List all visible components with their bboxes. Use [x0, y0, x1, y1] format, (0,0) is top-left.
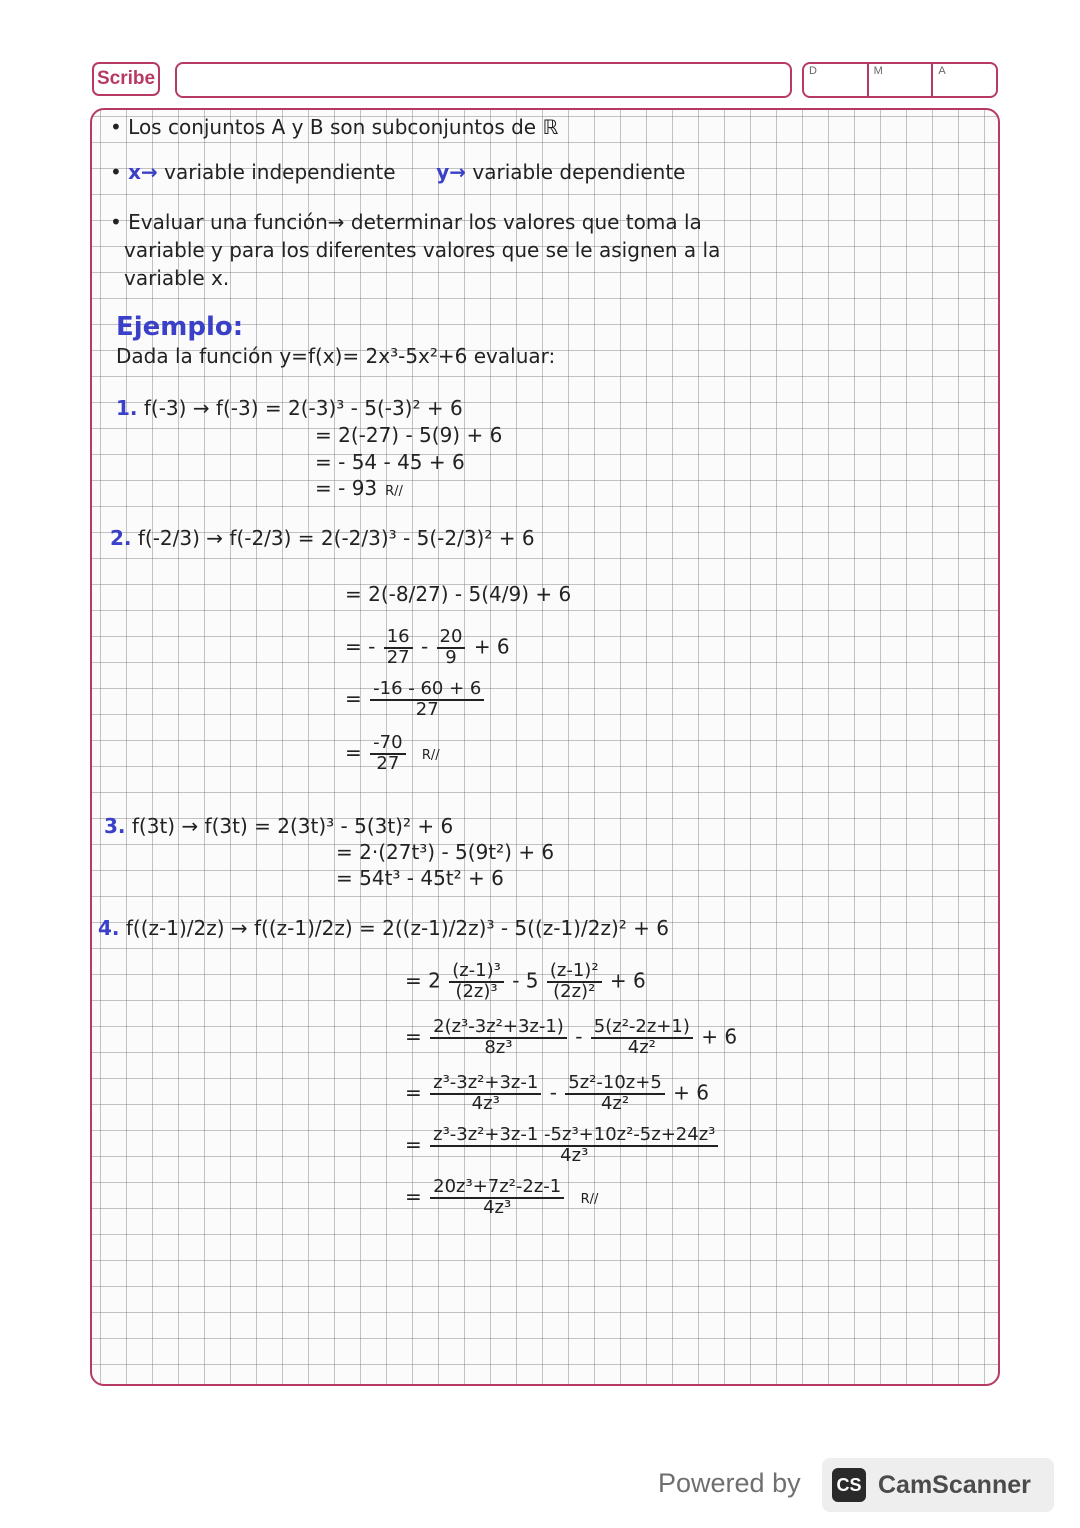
exercise-4-number: 4. [98, 916, 120, 940]
x-definition: variable independiente [157, 160, 396, 184]
exercise-4-line6: = $\frac{\text{20z³+7z²-2z-1}}{\text{4z³}}$ R// [405, 1176, 599, 1218]
camscanner-name: CamScanner [878, 1470, 1031, 1499]
date-day: D [809, 65, 817, 77]
scribe-logo: Scribe [92, 62, 160, 96]
exercise-1-line4 [315, 476, 403, 500]
exercise-2-line1 [110, 526, 535, 550]
exercise-3-expr: f(3t) → f(3t) = 2(3t)³ - 5(3t)² + 6 [131, 814, 454, 838]
exercise-4-line1 [98, 916, 669, 940]
answer-mark: R// [580, 1192, 599, 1208]
date-year: A [931, 64, 996, 96]
camscanner-badge [822, 1458, 1054, 1512]
exercise-1-line2: = 2(-27) - 5(9) + 6 [315, 423, 503, 447]
exercise-4-line3: = $\frac{\text{2(z³-3z²+3z-1)}}{\text{8z³}}$ - $\frac{\text{5(z²-2z+1)}}{\text{4z²}}$ + 6 [405, 1016, 738, 1058]
exercise-3-line1 [104, 814, 453, 838]
fraction: $\frac{\text{z³-3z²+3z-1}}{\text{4z³}}$ [430, 1074, 541, 1114]
exercise-4-line5: = $\frac{\text{z³-3z²+3z-1 -5z³+10z²-5z+24z³}}{\text{4z³}}$ [405, 1126, 720, 1166]
fraction: $\frac{\text{20z³+7z²-2z-1}}{\text{4z³}}$ [430, 1178, 564, 1218]
exercise-3-line3: = 54t³ - 45t² + 6 [336, 866, 504, 890]
note-bullet-subsets: • Los conjuntos A y B son subconjuntos de ℝ [110, 115, 559, 139]
fraction: $\frac{\text{(z-1)²}}{\text{(2z)²}}$ [547, 962, 602, 1002]
example-intro: Dada la función y=f(x)= 2x³-5x²+6 evaluar: [116, 344, 556, 368]
fraction: $\frac{\text{z³-3z²+3z-1 -5z³+10z²-5z+24z³}}{\text{4z³}}$ [430, 1126, 718, 1166]
exercise-2-line2: = 2(-8/27) - 5(4/9) + 6 [345, 582, 572, 606]
note-evaluate-line1: • Evaluar una función→ determinar los valores que toma la [110, 210, 702, 234]
exercise-2-line4: = $\frac{-16 - 60 + 6}{27}$ [345, 680, 486, 720]
fraction: $\frac{\text{5z²-10z+5}}{\text{4z²}}$ [565, 1074, 665, 1114]
example-heading: Ejemplo: [116, 312, 244, 342]
y-definition: variable dependiente [466, 160, 686, 184]
exercise-3-number: 3. [104, 814, 126, 838]
exercise-1-number: 1. [116, 396, 138, 420]
answer-mark: R// [385, 484, 403, 499]
note-evaluate-line3: variable x. [124, 266, 230, 290]
answer-mark: R// [421, 748, 440, 764]
x-label: x→ [128, 160, 158, 184]
camscanner-logo-icon: CS [832, 1468, 866, 1502]
date-month: M [867, 64, 932, 96]
powered-by-text: Powered by [658, 1468, 801, 1498]
fraction: $\frac{-16 - 60 + 6}{27}$ [370, 680, 484, 720]
fraction: $\frac{\text{5(z²-2z+1)}}{\text{4z²}}$ [591, 1018, 693, 1058]
exercise-4-line4: = $\frac{\text{z³-3z²+3z-1}}{\text{4z³}}$ - $\frac{\text{5z²-10z+5}}{\text{4z²}}$ + 6 [405, 1072, 709, 1114]
exercise-1-line3: = - 54 - 45 + 6 [315, 450, 465, 474]
exercise-2-line3: = - $\frac{16}{27}$ - $\frac{20}{9}$ + 6 [345, 626, 510, 668]
exercise-1-expr: f(-3) → f(-3) = 2(-3)³ - 5(-3)² + 6 [143, 396, 463, 420]
fraction: $\frac{16}{27}$ [384, 628, 413, 668]
exercise-2-number: 2. [110, 526, 132, 550]
exercise-1-line1 [116, 396, 463, 420]
exercise-4-expr: f((z-1)/2z) → f((z-1)/2z) = 2((z-1)/2z)³ - 5((z-1)/2z)² + 6 [125, 916, 669, 940]
y-label: y→ [436, 160, 467, 184]
exercise-2-line5: = $\frac{-70}{27}$ R// [345, 732, 440, 774]
note-evaluate-line2: variable y para los diferentes valores que se le asignen a la [124, 238, 721, 262]
exercise-2-expr: f(-2/3) → f(-2/3) = 2(-2/3)³ - 5(-2/3)² + 6 [137, 526, 535, 550]
fraction: $\frac{\text{2(z³-3z²+3z-1)}}{\text{8z³}}$ [430, 1018, 567, 1058]
fraction: $\frac{20}{9}$ [437, 628, 466, 668]
exercise-1-result: = - 93 [315, 476, 378, 500]
camscanner-watermark [658, 1458, 1058, 1514]
note-bullet-variables: • x→ variable independiente y→ variable dependiente [110, 160, 686, 184]
exercise-3-line2: = 2·(27t³) - 5(9t²) + 6 [336, 840, 555, 864]
fraction: $\frac{\text{(z-1)³}}{\text{(2z)³}}$ [449, 962, 504, 1002]
fraction: $\frac{-70}{27}$ [370, 734, 405, 774]
exercise-4-line2: = 2 $\frac{\text{(z-1)³}}{\text{(2z)³}}$ - 5 $\frac{\text{(z-1)²}}{\text{(2z)²}}$ + 6 [405, 960, 646, 1002]
